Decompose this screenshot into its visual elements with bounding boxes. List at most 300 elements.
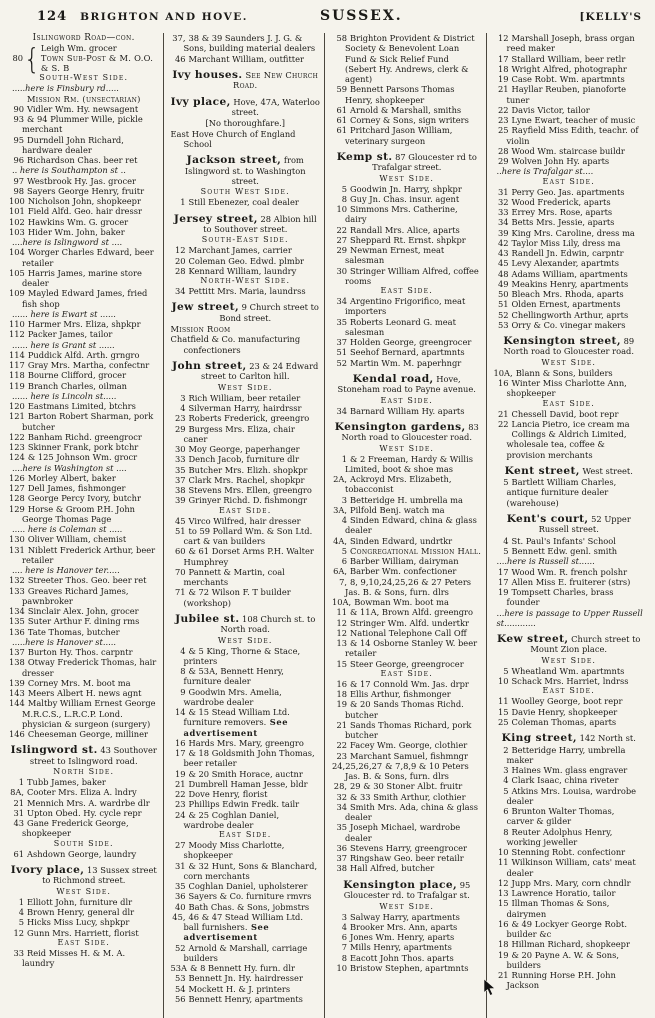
street-heading: Kendal road, Hove, Stoneham road to Payne avenue. — [337, 372, 476, 395]
house-number: 120 — [9, 401, 25, 412]
house-number: 19 — [497, 949, 509, 960]
street-continuation-heading: Islingword Road—con. — [32, 33, 135, 43]
directory-entry — [332, 358, 482, 368]
entry-text: Mission Room — [170, 324, 231, 335]
street-heading: Jubilee st. 108 Church st. to North road. — [175, 612, 316, 635]
house-number: 20 — [174, 255, 186, 266]
directory-entry — [171, 984, 321, 994]
directory-entry — [494, 775, 645, 785]
directory-entry — [494, 745, 645, 766]
directory-entry — [9, 206, 159, 216]
directory-entry — [171, 912, 321, 943]
house-number: 28 — [497, 145, 509, 156]
street-heading: Kensington street, 89 North road to Gloucester road. — [503, 335, 635, 357]
house-number: 10A, — [493, 367, 513, 378]
directory-entry — [332, 607, 482, 617]
directory-entry — [9, 777, 159, 787]
entry-text: Meakins Henry, apartments — [511, 278, 629, 289]
house-number: 24,25,26,27 — [332, 760, 383, 771]
entry-text: Goodwin Mrs. Amelia, wardrobe dealer — [183, 686, 282, 707]
entry-text: Harmer Mrs. Eliza, shpkpr — [27, 319, 141, 330]
house-number: 43 — [13, 818, 24, 829]
entry-text: Levy Alexander, apartmts — [511, 258, 619, 269]
house-number: 19 — [497, 587, 509, 598]
entry-text: Randall Mrs. Alice, aparts — [350, 224, 460, 235]
house-number: 100 — [9, 196, 25, 207]
house-number: 17 — [497, 566, 509, 577]
house-number: 3 — [180, 392, 186, 403]
house-number: 97 — [13, 175, 24, 186]
house-number: 4 — [180, 403, 186, 414]
house-number: 1 — [18, 896, 24, 907]
entry-text: Barnard William Hy. aparts — [350, 405, 465, 416]
street-name: Jubilee st. — [175, 612, 240, 625]
entry-text: Congregational Mission Hall. — [350, 545, 482, 556]
directory-entry — [494, 269, 645, 279]
directory-columns — [9, 30, 648, 1018]
house-number: 8 — [180, 666, 186, 677]
street-name: Kemp st. — [336, 150, 393, 163]
entry-text: Mockett H. & J. printers — [188, 983, 291, 994]
house-number: 4A, — [333, 535, 347, 546]
street-heading: Kensington place, 95 Gloucester rd. to Trafalgar st. — [343, 878, 471, 901]
house-number: 35 — [174, 881, 186, 892]
entry-text: East Hove Church of England School — [170, 128, 296, 149]
house-number: 122 — [9, 431, 25, 442]
directory-entry — [494, 84, 645, 105]
entry-text: Bartlett William Charles, antique furniture dealer (warehouse) — [506, 477, 617, 508]
house-number: 8 — [341, 193, 347, 204]
entry-text: Wood Frederick, aparts — [511, 196, 611, 207]
directory-entry — [332, 337, 482, 347]
directory-entry — [332, 266, 482, 287]
entry-text: Brooker Mrs. Ann, aparts — [350, 921, 458, 932]
directory-entry — [332, 33, 482, 84]
brace-entry-line: Town Sub-Post & M. O.O. — [40, 52, 154, 63]
entry-text: Wood Wm. staircase buildr — [511, 145, 625, 156]
entry-text: Pritchard Jason William, veterinary surgeon — [345, 125, 453, 146]
entry-text: Joseph Michael, wardrobe dealer — [345, 822, 461, 843]
directory-entry — [171, 707, 321, 738]
directory-entry — [171, 516, 321, 526]
street-heading: Islingword st. 43 Southover street to Islingword road. — [10, 744, 157, 766]
entry-text: Hawkins Wm. G. grocer — [27, 216, 129, 227]
house-number: 34 — [336, 405, 347, 416]
directory-entry — [332, 618, 482, 628]
house-number: 37 — [174, 474, 186, 485]
house-number: 36 — [336, 842, 347, 853]
house-number: 21 — [497, 970, 509, 980]
directory-entry — [332, 699, 482, 720]
directory-entry — [494, 248, 645, 258]
entry-text: Hicks Miss Lucy, shpkpr — [27, 917, 130, 928]
entry-text: & 94 Plummer Wille, pickle merchant — [22, 114, 143, 135]
directory-entry — [332, 317, 482, 338]
directory-entry — [9, 176, 159, 186]
entry-text: & 20 Sands Thomas Richd. butcher — [345, 699, 464, 720]
house-number: 5 — [503, 477, 509, 488]
house-number: 1 — [180, 197, 186, 208]
directory-entry — [332, 822, 482, 843]
entry-text: Worger Charles Edward, beer retailer — [22, 247, 154, 268]
house-number: 10 — [336, 204, 347, 215]
directory-entry — [9, 808, 159, 818]
side-label: South Side. — [53, 838, 114, 848]
house-number: 23 — [497, 115, 509, 125]
entry-text: Dench Jacob, furniture dlr — [188, 454, 300, 465]
directory-entry — [494, 939, 645, 949]
directory-entry — [9, 370, 159, 380]
house-number: 15 — [336, 658, 347, 669]
house-number: 6A, — [333, 566, 347, 577]
entry-text: Reuter Adolphus Henry, working jeweller — [506, 826, 613, 847]
house-number: 53 — [174, 973, 186, 984]
entry-text: & 8 Bennett Hy. furn. dlr — [190, 963, 295, 974]
house-number: 8A, — [10, 787, 24, 798]
house-number: 9 — [180, 686, 186, 697]
entry-text: Allen Miss E. fruiterer (strs) — [511, 576, 631, 587]
house-number: 95 — [13, 134, 24, 145]
entry-text: Stevens Harry, greengrocer — [350, 842, 467, 853]
directory-entry — [171, 861, 321, 882]
directory-entry — [171, 197, 321, 207]
directory-entry — [332, 296, 482, 317]
entry-text: Arnold & Marshall, smiths — [350, 104, 462, 115]
house-number: 12 — [174, 245, 186, 256]
house-number: 34 — [336, 296, 347, 307]
directory-entry — [9, 907, 159, 917]
entry-text: Argentino Frigorifico, meat importers — [345, 296, 466, 317]
entry-text: & 18 Goldsmith John Thomas, beer retailer — [183, 748, 315, 769]
side-label: East Side. — [542, 176, 595, 186]
house-number: 15 — [497, 706, 509, 717]
cross-reference — [171, 70, 321, 91]
directory-entry — [494, 279, 645, 289]
house-number: 12 — [336, 627, 347, 638]
house-number: 27 — [174, 840, 186, 851]
house-number: 1 — [18, 777, 24, 788]
entry-text: Gray Mrs. Martha, confectnr — [27, 360, 150, 371]
directory-entry — [332, 556, 482, 566]
side-label: West Side. — [379, 443, 435, 453]
house-number: 17 — [174, 748, 186, 759]
directory-entry — [171, 465, 321, 475]
house-number: 129 — [9, 503, 25, 514]
entry-text: Taylor Miss Lily, dress ma — [511, 237, 621, 248]
directory-entry — [171, 413, 321, 423]
entry-text: Field Alfd. Geo. hair dressr — [27, 206, 142, 217]
directory-entry — [9, 575, 159, 585]
directory-entry — [171, 546, 321, 567]
house-number: 135 — [9, 616, 25, 627]
house-number: 33 — [13, 947, 24, 958]
entry-text: Illman Thomas & Sons, dairymen — [506, 898, 610, 919]
entry-text: & 125 Johnson Wm. grocr — [27, 452, 138, 463]
directory-entry — [332, 406, 482, 416]
house-number: 52 — [336, 357, 347, 368]
entry-text: Wilkinson William, cats' meat dealer — [506, 857, 636, 878]
house-number: 126 — [9, 472, 25, 483]
side-label: West Side. — [217, 635, 273, 645]
directory-entry — [332, 125, 482, 146]
house-number: 6 — [503, 806, 509, 816]
directory-entry — [332, 781, 482, 791]
directory-entry — [332, 184, 482, 194]
directory-entry — [494, 666, 645, 676]
house-number: 37 — [336, 853, 347, 864]
directory-entry — [332, 751, 482, 761]
entry-text: Maltby William Ernest George M.R.C.S., L.R.C.P. Lond. physician & surgeon (surgery) — [22, 698, 156, 729]
directory-entry — [171, 891, 321, 901]
house-number: 103 — [9, 226, 25, 237]
directory-entry — [494, 368, 645, 378]
entry-text: Streeter Thos. Geo. beer ret — [27, 575, 147, 586]
directory-entry — [171, 748, 321, 769]
entry-text: Wolven John Hy. aparts — [511, 156, 610, 166]
cross-street-note: .....here is Finsbury rd..... — [12, 83, 119, 94]
house-number: 21 — [336, 719, 347, 730]
street-heading: Jackson street, from Islingword st. to Washington street. — [184, 154, 306, 186]
house-number: 96 — [13, 155, 24, 166]
directory-entry — [9, 114, 159, 135]
directory-entry — [9, 627, 159, 637]
house-number: 32 — [497, 196, 509, 207]
entry-text: Schack Mrs. Harriet, lndrss — [511, 676, 629, 687]
house-number: 19 — [336, 699, 347, 710]
directory-entry — [171, 245, 321, 255]
directory-entry — [9, 493, 159, 503]
entry-text: Mayled Edward James, fried fish shop — [22, 288, 148, 309]
side-label: North-West Side. — [200, 276, 291, 286]
directory-entry — [332, 922, 482, 932]
directory-entry — [494, 156, 645, 166]
entry-text: Seehof Bernard, apartmnts — [350, 347, 465, 358]
street-heading: Ivy place, Hove, 47A, Waterloo street. — [170, 95, 320, 117]
entry-text: Eacott John Thos. aparts — [350, 952, 454, 963]
street-name: King street, — [501, 732, 577, 745]
entry-text: Burgess Mrs. Eliza, chair caner — [183, 423, 295, 444]
cross-street-note: ...here is passage to Upper Russell st............ — [496, 607, 643, 628]
entry-text: Hall Alfred, butcher — [350, 863, 435, 874]
house-number: 4 — [18, 907, 24, 918]
directory-entry — [171, 454, 321, 464]
house-number: 35 — [336, 822, 347, 833]
cross-street-note: .. here is Southampton st .. — [12, 165, 126, 176]
side-label: West Side. — [379, 173, 435, 183]
mouse-cursor — [484, 979, 496, 997]
entry-text: Vidler Wm. Hy. newsagent — [27, 103, 139, 114]
directory-entry — [494, 310, 645, 320]
house-number: 3 — [341, 494, 347, 505]
directory-entry — [171, 129, 321, 150]
entry-text: Coleman Geo. Edwd. plmbr — [188, 255, 305, 266]
entry-text: Cooter Mrs. Eliza A. lndry — [27, 787, 137, 798]
entry-text: & 5 King, Thorne & Stace, printers — [183, 645, 301, 666]
entry-text: Brunton Walter Thomas, carver & gilder — [506, 806, 615, 827]
street-heading: Kent street, West street. — [504, 464, 633, 477]
directory-entry — [332, 638, 482, 659]
page-number: 124 — [37, 9, 68, 24]
house-number: 24 — [174, 809, 186, 820]
house-number: 52 — [174, 942, 186, 953]
directory-entry — [9, 227, 159, 237]
entry-text: Woolley George, boot repr — [511, 696, 623, 707]
entry-text: Stringer Wm. Alfd. undertkr — [350, 617, 469, 628]
entry-text: Bristow Stephen, apartmnts — [350, 962, 469, 973]
brace-entry — [9, 42, 159, 76]
entry-text: Butcher Mrs. Elizh. shopkpr — [188, 464, 308, 475]
entry-text: King Mrs. Caroline, dress ma — [511, 227, 635, 238]
street-heading: Kent's court, 52 Upper Russell street. — [506, 512, 631, 535]
directory-entry — [9, 381, 159, 391]
directory-entry — [332, 720, 482, 741]
entry-text: Moy George, paperhanger — [188, 444, 300, 455]
entry-text: Sayers George Henry, fruitr — [27, 185, 145, 196]
entry-text: Sheppard Rt. Ernst. shpkpr — [350, 234, 466, 245]
house-number: 21 — [174, 778, 186, 789]
house-number: 29 — [336, 245, 347, 256]
column-3 — [332, 33, 487, 1018]
entry-text: Newman Ernest, meat salesman — [345, 245, 445, 266]
house-number: 137 — [9, 647, 25, 658]
house-number: 38 — [174, 485, 186, 496]
house-number: 134 — [9, 606, 25, 617]
entry-text: Grinyer Richd. D. fishmongr — [188, 495, 308, 506]
side-label: West Side. — [541, 357, 597, 367]
house-number: 80 — [12, 52, 23, 63]
entry-text: Ashdown George, laundry — [27, 848, 137, 859]
entry-text: Marchant James, carrier — [188, 245, 292, 256]
entry-text: Steer George, greengrocer — [350, 658, 464, 669]
entry-text: Blann & Sons, builders — [515, 367, 613, 378]
house-number: 35 — [336, 316, 347, 327]
directory-entry — [494, 54, 645, 64]
directory-entry — [171, 779, 321, 789]
directory-entry — [332, 515, 482, 536]
entry-text: Upton Obed. Hy. cycle repr — [27, 807, 142, 818]
directory-entry — [171, 286, 321, 296]
house-number: 102 — [9, 216, 25, 227]
house-number: 132 — [9, 575, 25, 586]
house-number: 52 — [497, 309, 509, 320]
entry-text: Hayllar Reuben, pianoforte tuner — [506, 84, 627, 105]
directory-entry — [9, 688, 159, 698]
street-name: Jackson street, — [186, 154, 282, 167]
directory-entry — [9, 545, 159, 566]
entry-text: Coleman Thomas, aparts — [511, 716, 617, 727]
directory-entry — [9, 729, 159, 739]
directory-entry — [494, 74, 645, 84]
directory-entry — [9, 473, 159, 483]
house-number: 12 — [497, 33, 509, 43]
directory-entry — [494, 827, 645, 848]
directory-entry — [9, 94, 159, 104]
entry-text: Hillman Richard, shopkeepr — [511, 939, 630, 950]
house-number: 16 — [497, 918, 509, 929]
street-heading: Ivory place, 13 Sussex street to Richmond street. — [10, 863, 157, 886]
entry-text: Sinden Edward, china & glass dealer — [345, 515, 477, 536]
directory-entry — [494, 950, 645, 971]
side-label: West Side. — [379, 901, 435, 911]
house-number: 6 — [341, 556, 347, 567]
page-header — [9, 3, 648, 30]
house-number: 4 — [341, 515, 347, 526]
directory-entry — [332, 942, 482, 952]
entry-text: Bourne Clifford, grocer — [27, 370, 127, 381]
house-number: 11 — [336, 607, 347, 618]
street-name: Islingword st. — [10, 744, 98, 757]
house-number: 28, — [333, 781, 347, 792]
directory-entry — [171, 840, 321, 861]
house-number: 23 — [174, 413, 186, 424]
street-name: Kensington gardens, — [334, 420, 466, 433]
directory-entry — [494, 187, 645, 197]
entry-text: Case Robt. Wm. apartmnts — [511, 74, 625, 84]
entry-text: Running Horse P.H. John Jackson — [506, 970, 616, 991]
directory-entry — [332, 454, 482, 475]
entry-text: Gane Frederick George, shopkeeper — [22, 818, 129, 839]
entry-text: & 15 Stead William Ltd. furniture removers. — [183, 707, 290, 728]
street-heading: Kemp st. 87 Gloucester rd to Trafalgar street. — [336, 150, 477, 173]
entry-text: Sands Thomas Richard, pork butcher — [345, 719, 472, 741]
entry-text: Kennard William, laundry — [188, 265, 297, 276]
directory-entry — [9, 849, 159, 859]
entry-text: Corney & Sons, sign writers — [350, 115, 469, 125]
house-number: 18 — [336, 689, 347, 700]
directory-entry — [9, 798, 159, 808]
house-number: 61 — [336, 115, 347, 125]
house-number: 37 — [336, 337, 347, 348]
entry-text: Branch Charles, oilman — [27, 380, 127, 391]
directory-entry — [171, 334, 321, 355]
directory-entry — [171, 587, 321, 608]
column-2 — [171, 33, 326, 1018]
house-number: 10 — [336, 962, 347, 973]
entry-text: Atkins Mrs. Louisa, wardrobe dealer — [506, 785, 637, 806]
directory-entry — [171, 495, 321, 505]
street-heading: John street, 23 & 24 Edward street to Carlton hill. — [172, 359, 319, 382]
entry-text: 38 & 39 Saunders J. J. G. & Sons, building material dealers — [183, 33, 316, 54]
directory-entry — [171, 266, 321, 276]
entry-text: & 11A, Brown Alfd. greengro — [350, 607, 474, 618]
entry-text: & 14 Osborne Stanley W. beer retailer — [345, 638, 478, 659]
entry-text: Packer James, tailor — [27, 329, 113, 340]
directory-entry — [332, 84, 482, 105]
directory-entry — [494, 546, 645, 556]
directory-entry — [171, 943, 321, 964]
house-number: 34 — [497, 217, 509, 228]
house-number: 45, — [172, 911, 186, 922]
entry-text: Marchant William, outfitter — [188, 53, 304, 64]
house-number: 61 — [336, 125, 347, 136]
house-number: 110 — [9, 319, 25, 330]
entry-text: Lancia Pietro, ice cream ma — [511, 418, 630, 429]
entry-text: Phillips Edwin Fredk. tailr — [188, 799, 300, 810]
directory-entry — [171, 403, 321, 413]
directory-entry — [171, 810, 321, 831]
cross-reference-target: See New Church Road. — [233, 69, 319, 91]
directory-entry — [9, 787, 159, 797]
entry-text: & 20 Smith Horace, auctnr — [188, 768, 303, 779]
house-number: 51 — [174, 525, 186, 536]
directory-entry — [494, 207, 645, 217]
entry-text: Marchant Samuel, fishmngr — [350, 750, 468, 761]
directory-entry — [494, 696, 645, 706]
directory-entry — [9, 196, 159, 206]
directory-entry — [332, 659, 482, 669]
directory-entry — [332, 495, 482, 505]
directory-entry — [332, 347, 482, 357]
